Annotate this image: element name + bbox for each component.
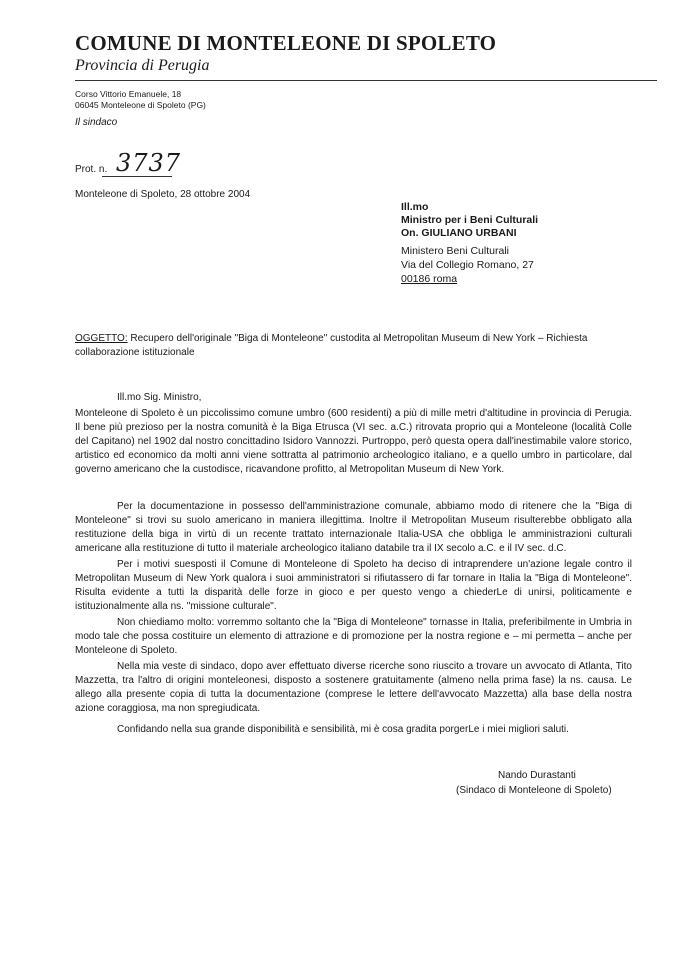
signer-name: Nando Durastanti (498, 770, 576, 781)
recipient-name: On. GIULIANO URBANI (401, 227, 517, 239)
signer-role: (Sindaco di Monteleone di Spoleto) (456, 785, 612, 796)
body-paragraph-4: Non chiediamo molto: vorremmo soltanto che la "Biga di Monteleone" tornasse in Italia, preferibilmente in Umbria in modo tale che possa costituire un elemento di attrazione e di promozione per la nostra regione e – mi permetta – anche per Monteleone di Spoleto. (75, 617, 632, 657)
body-paragraph-2: Per la documentazione in possesso dell'amministrazione comunale, abbiamo modo di ritenere che la "Biga di Monteleone" si trovi su suolo americano in maniera illegittima. Inoltre il Metropolitan Museum risulterebbe obbligato alla restituzione della biga in virtù di un recente trattato internazionale Italia-USA che obbliga le amministrazioni culturali americane alla restituzione di tutto il materiale archeologico italiano databile tra il IX secolo a.C. e il IV sec. d.C. (75, 501, 632, 555)
body-paragraph-3: Per i motivi suesposti il Comune di Monteleone di Spoleto ha deciso di intraprendere un'azione legale contro il Metropolitan Museum di New York qualora i suoi amministratori si rifiutassero di far tornare in Italia la "Biga di Monteleone". Risulta evidente a tutti la disparità delle forze in gioco e per questo vengo a chiederLe di unirsi, politicamente e istituzionalmente alla ns. "missione culturale". (75, 559, 632, 613)
subject-text: Recupero dell'originale "Biga di Monteleone" custodita al Metropolitan Museum di New York – Richiesta collaborazione istituzionale (75, 333, 588, 358)
recipient-street: Via del Collegio Romano, 27 (401, 259, 534, 271)
subject-label: OGGETTO: (75, 333, 128, 344)
office-label: Il sindaco (75, 117, 118, 128)
protocol-number: 3737 (116, 149, 182, 177)
address-line-city: 06045 Monteleone di Spoleto (PG) (75, 100, 206, 110)
letterhead-subtitle: Provincia di Perugia (75, 57, 210, 74)
body-paragraph-5: Nella mia veste di sindaco, dopo aver effettuato diverse ricerche sono riuscito a trovare un avvocato di Atlanta, Tito Mazzetta, tra l'altro di origini monteleonesi, disposto a sostenere gratuitamente (almeno nella prima fase) la ns. causa. Le allego alla presente copia di tutta la documentazione (comprese le lettere dell'avvocato Mazzetta) alla base della nostra azione coraggiosa, ma non spregiudicata. (75, 661, 632, 715)
letterhead-title: COMUNE DI MONTELEONE DI SPOLETO (75, 31, 497, 55)
salutation: Ill.mo Sig. Ministro, (117, 392, 202, 403)
protocol-label: Prot. n. (75, 164, 108, 175)
recipient-honorific: Ill.mo (401, 201, 429, 213)
place-and-date: Monteleone di Spoleto, 28 ottobre 2004 (75, 189, 251, 200)
address-line-street: Corso Vittorio Emanuele, 18 (75, 89, 182, 99)
recipient-title: Ministro per i Beni Culturali (401, 214, 539, 226)
letterhead-divider (75, 80, 657, 81)
subject-line (75, 332, 645, 360)
body-paragraph-1: Monteleone di Spoleto è un piccolissimo comune umbro (600 residenti) a più di mille metri d'altitudine in provincia di Perugia. Il bene più prezioso per la nostra comunità è la Biga Etrusca (VI sec. a.C.) ritrovata proprio qui a Monteleone (località Colle del Capitano) nel 1902 dal nostro concittadino Isidoro Vannozzi. Purtroppo, però questa opera dall'inestimabile valore storico, artistico ed economico da molti anni viene sottratta al patrimonio archeologico italiano, e a quello umbro in particolare, dal governo americano che la custodisce, ricavandone profitto, al Metropolitan Museum di New York. (75, 408, 632, 476)
closing-line: Confidando nella sua grande disponibilità e sensibilità, mi è cosa gradita porgerLe i miei migliori saluti. (117, 724, 569, 735)
recipient-city: 00186 roma (401, 273, 458, 285)
recipient-ministry: Ministero Beni Culturali (401, 245, 509, 257)
